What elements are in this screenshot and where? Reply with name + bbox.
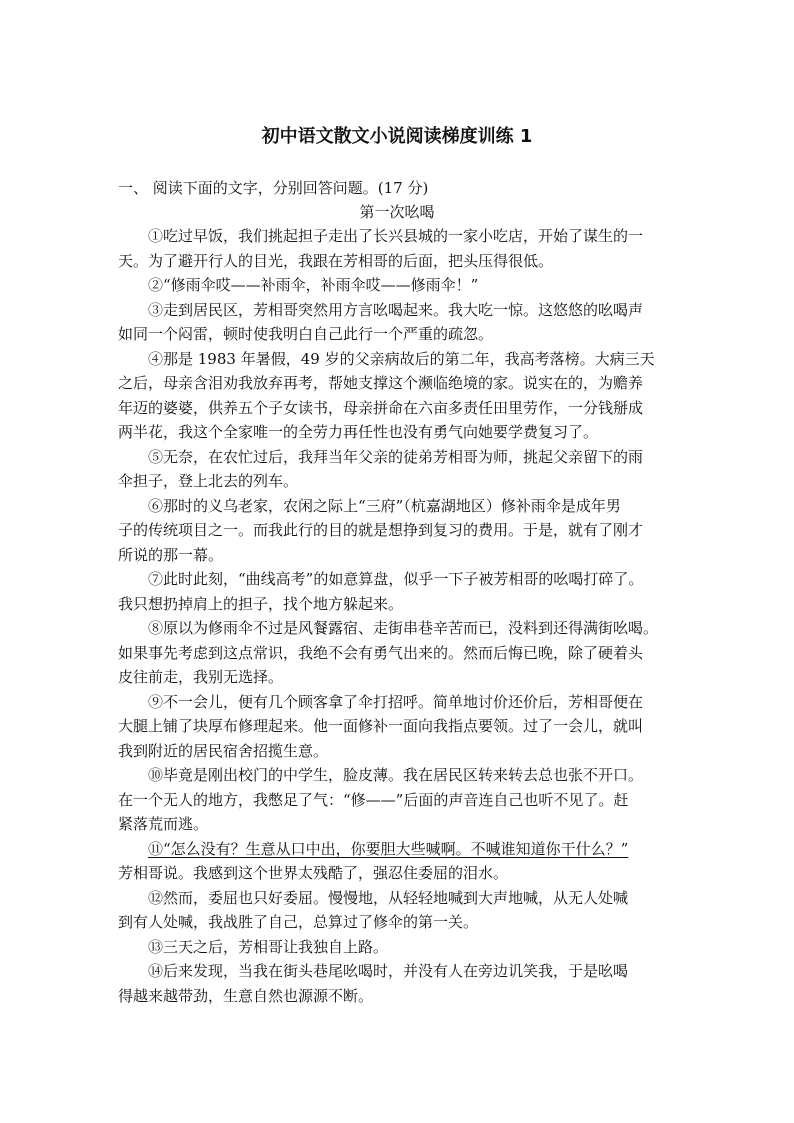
section-heading: 一、 阅读下面的文字，分别回答问题。(17 分) (118, 179, 429, 197)
paragraph-line: 得越来越带劲，生意自然也源源不断。 (118, 987, 374, 1005)
paragraph-line: 天。为了避开行人的目光，我跟在芳相哥的后面，把头压得很低。 (118, 252, 554, 270)
paragraph-line: 大腿上铺了块厚布修理起来。他一面修补一面向我指点要领。过了一会儿，就叫 (118, 717, 644, 735)
paragraph-line: ⑬三天之后，芳相哥让我独自上路。 (148, 938, 389, 956)
document-title: 初中语文散文小说阅读梯度训练 1 (261, 126, 533, 147)
paragraph-line: ⑥那时的义乌老家，农闲之际上“三府”（杭嘉湖地区）修补雨伞是成年男 (148, 497, 621, 515)
paragraph-line: ⑤无奈，在农忙过后，我拜当年父亲的徒弟芳相哥为师，挑起父亲留下的雨 (148, 448, 644, 466)
paragraph-line: ⑩毕竟是刚出校门的中学生，脸皮薄。我在居民区转来转去总也张不开口。 (148, 766, 644, 784)
article-title: 第一次吆喝 (359, 203, 435, 221)
paragraph-line: 在一个无人的地方，我憋足了气：“修——”后面的声音连自己也听不见了。赶 (118, 791, 629, 809)
paragraph-line: 如果事先考虑到这点常识，我绝不会有勇气出来的。然而后悔已晚，除了硬着头 (118, 644, 644, 662)
paragraph-line: 紧落荒而逃。 (118, 815, 209, 833)
paragraph-line: ①吃过早饭，我们挑起担子走出了长兴县城的一家小吃店，开始了谋生的一 (148, 227, 644, 245)
paragraph-line: ⑧原以为修雨伞不过是风餐露宿、走街串巷辛苦而已，没料到还得满街吆喝。 (148, 619, 659, 637)
paragraph-line: ④那是 1983 年暑假，49 岁的父亲病故后的第二年，我高考落榜。大病三天 (148, 350, 655, 368)
paragraph-line: 我只想扔掉肩上的担子，找个地方躲起来。 (118, 595, 404, 613)
paragraph-line: 子的传统项目之一。而我此行的目的就是想挣到复习的费用。于是，就有了刚才 (118, 521, 644, 539)
paragraph-line: ⑫然而，委屈也只好委屈。慢慢地，从轻轻地喊到大声地喊，从无人处喊 (148, 889, 629, 907)
paragraph-line: 所说的那一幕。 (118, 546, 224, 564)
paragraph-line: ⑨不一会儿，便有几个顾客拿了伞打招呼。简单地讨价还价后，芳相哥便在 (148, 693, 644, 711)
paragraph-line: 伞担子，登上北去的列车。 (118, 472, 299, 490)
paragraph-line: ③走到居民区，芳相哥突然用方言吆喝起来。我大吃一惊。这悠悠的吆喝声 (148, 301, 644, 319)
underlined-quote-line: ⑪“怎么没有？生意从口中出，你要胆大些喊啊。不喊谁知道你干什么？” (148, 840, 629, 858)
paragraph-line: 我到附近的居民宿舍招揽生意。 (118, 742, 329, 760)
paragraph-line: 之后，母亲含泪劝我放弃再考，帮她支撑这个濒临绝境的家。说实在的，为赡养 (118, 374, 644, 392)
paragraph-line: ②“修雨伞哎——补雨伞，补雨伞哎——修雨伞！” (148, 276, 479, 294)
paragraph-line: ⑦此时此刻，“曲线高考”的如意算盘，似乎一下子被芳相哥的吆喝打碎了。 (148, 570, 644, 588)
paragraph-line: 如同一个闷雷，顿时使我明白自己此行一个严重的疏忽。 (118, 325, 494, 343)
paragraph-line: ⑭后来发现，当我在街头巷尾吆喝时，并没有人在旁边讥笑我，于是吆喝 (148, 962, 629, 980)
paragraph-line: 两半花，我这个全家唯一的全劳力再任性也没有勇气向她要学费复习了。 (118, 423, 599, 441)
paragraph-line: 芳相哥说。我感到这个世界太残酷了，强忍住委屈的泪水。 (118, 864, 509, 882)
paragraph-line: 到有人处喊，我战胜了自己，总算过了修伞的第一关。 (118, 913, 479, 931)
paragraph-line: 皮往前走，我别无选择。 (118, 668, 284, 686)
paragraph-line: 年迈的婆婆，供养五个子女读书，母亲拼命在六亩多责任田里劳作，一分钱掰成 (118, 399, 644, 417)
